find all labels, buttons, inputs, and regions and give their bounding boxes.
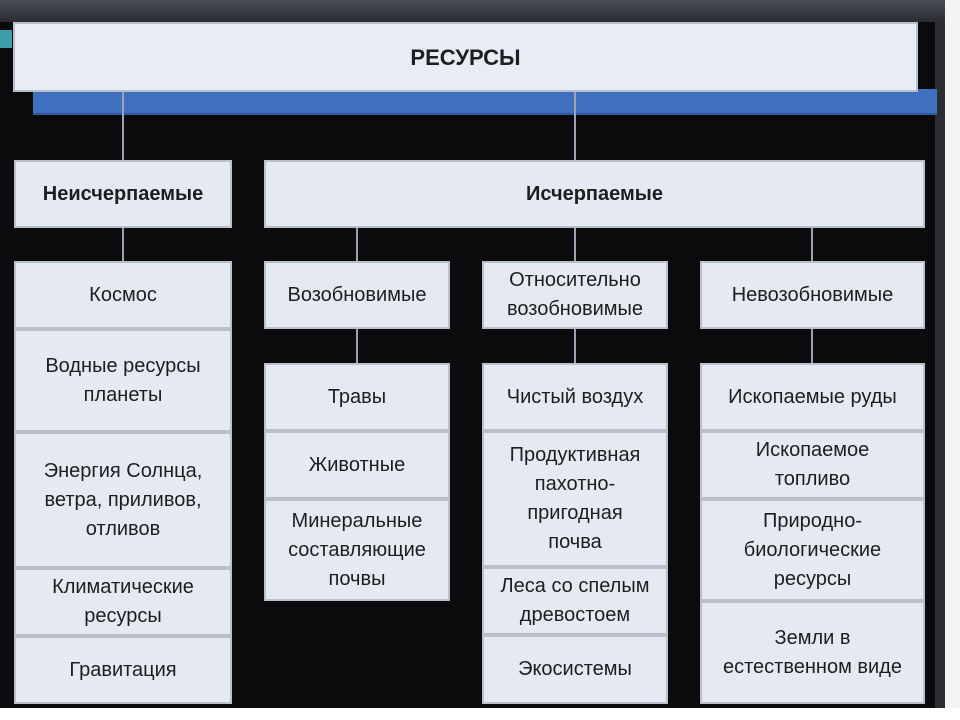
inexhaustible-item-gravity: Гравитация	[14, 636, 232, 704]
relative-item-clean-air: Чистый воздух	[482, 363, 668, 431]
renewable-item-grasses: Травы	[264, 363, 450, 431]
slide-accent-mark	[0, 30, 12, 48]
connector-exhaustible-to-relative	[574, 227, 576, 262]
inexhaustible-item-climate: Климатические ресурсы	[14, 568, 232, 636]
window-top-strip	[0, 0, 960, 22]
slide-right-edge	[935, 20, 945, 710]
renewable-item-animals: Животные	[264, 431, 450, 499]
connector-nonrenewable-to-items	[811, 328, 813, 364]
page-margin-bottom	[0, 708, 960, 720]
nonrenewable-item-fossil-fuel: Ископаемое топливо	[700, 431, 925, 499]
connector-title-to-inexhaustible	[122, 91, 124, 161]
subcategory-nonrenewable: Невозобновимые	[700, 261, 925, 329]
connector-inexhaustible-to-items	[122, 227, 124, 262]
connector-renewable-to-items	[356, 328, 358, 364]
connector-title-to-exhaustible	[574, 91, 576, 161]
nonrenewable-item-ores: Ископаемые руды	[700, 363, 925, 431]
connector-relative-to-items	[574, 328, 576, 364]
subcategory-relatively-renewable: Относительно возобновимые	[482, 261, 668, 329]
category-inexhaustible: Неисчерпаемые	[14, 160, 232, 228]
inexhaustible-item-space: Космос	[14, 261, 232, 329]
connector-exhaustible-to-nonrenewable	[811, 227, 813, 262]
subcategory-renewable: Возобновимые	[264, 261, 450, 329]
inexhaustible-item-energy: Энергия Солнца, ветра, приливов, отливов	[14, 432, 232, 568]
page-margin-right	[945, 0, 960, 720]
connector-exhaustible-to-renewable	[356, 227, 358, 262]
relative-item-ecosystems: Экосистемы	[482, 635, 668, 704]
relative-item-arable-soil: Продуктивная пахотно- пригодная почва	[482, 431, 668, 567]
category-exhaustible: Исчерпаемые	[264, 160, 925, 228]
diagram-title: РЕСУРСЫ	[13, 22, 918, 92]
nonrenewable-item-natural-lands: Земли в естественном виде	[700, 601, 925, 704]
inexhaustible-item-water: Водные ресурсы планеты	[14, 329, 232, 432]
relative-item-mature-forests: Леса со спелым древостоем	[482, 567, 668, 635]
nonrenewable-item-bio-resources: Природно- биологические ресурсы	[700, 499, 925, 601]
renewable-item-soil-minerals: Минеральные составляющие почвы	[264, 499, 450, 601]
title-underline-bar	[33, 89, 937, 115]
